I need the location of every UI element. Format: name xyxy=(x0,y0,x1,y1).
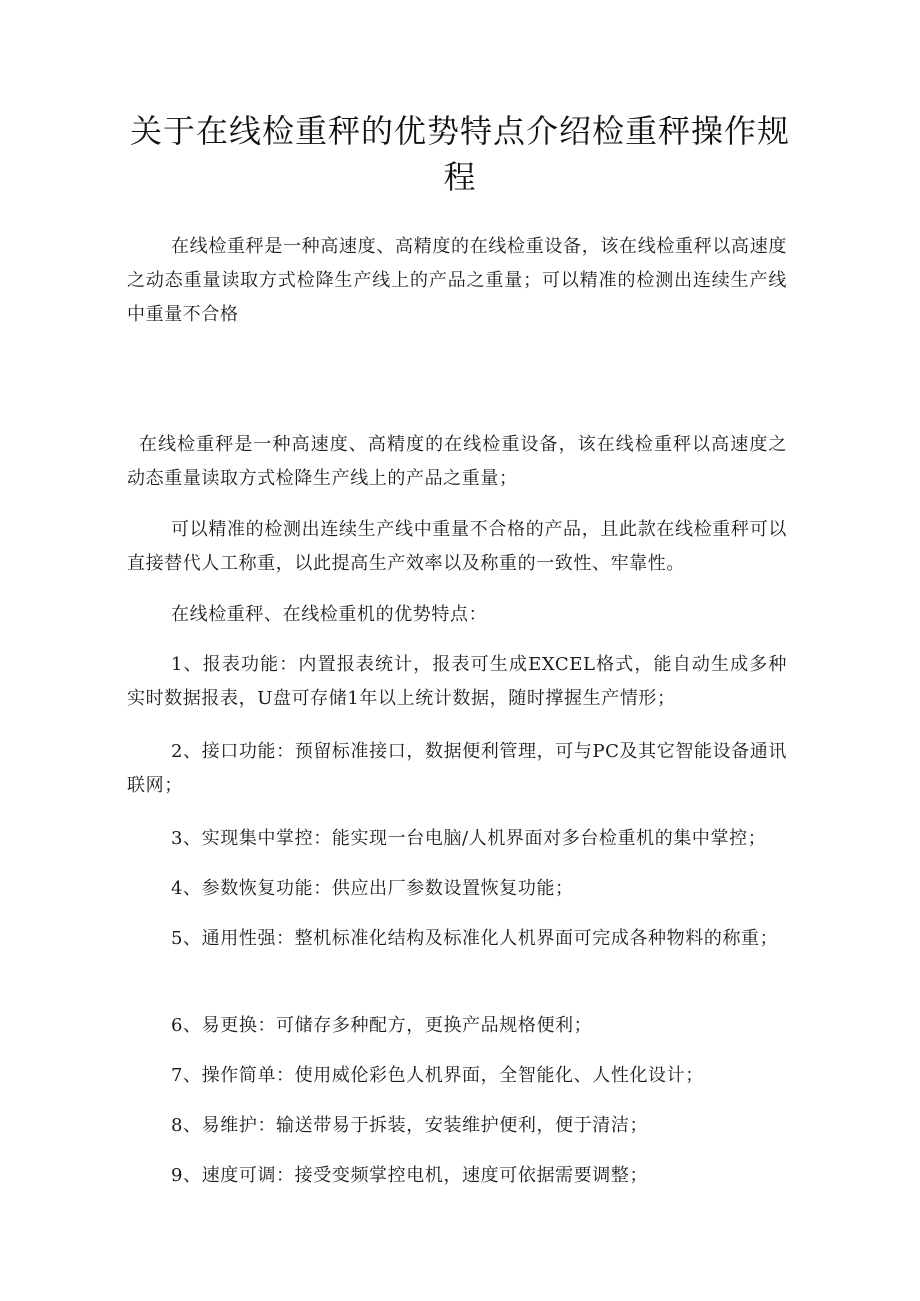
feature-item-2: 2、接口功能：预留标准接口，数据便利管理，可与PC及其它智能设备通讯联网； xyxy=(127,741,787,796)
paragraph-3: 在线检重秤、在线检重机的优势特点： xyxy=(171,604,488,625)
feature-item-1: 1、报表功能：内置报表统计，报表可生成EXCEL格式，能自动生成多种实时数据报表，U盘可存储1年以上统计数据，随时撑握生产情形； xyxy=(127,654,787,709)
feature-item-6: 6、易更换：可储存多种配方，更换产品规格便利； xyxy=(171,1015,593,1036)
feature-item-8: 8、易维护：输送带易于拆装，安装维护便利，便于清洁； xyxy=(171,1115,649,1136)
paragraph-1: 在线检重秤是一种高速度、高精度的在线检重设备，该在线检重秤以高速度之动态重量读取方式检降生产线上的产品之重量； xyxy=(127,434,787,489)
intro-paragraph: 在线检重秤是一种高速度、高精度的在线检重设备，该在线检重秤以高速度之动态重量读取方式检降生产线上的产品之重量；可以精准的检测出连续生产线中重量不合格 xyxy=(127,236,787,325)
document-title: 关于在线检重秤的优势特点介绍检重秤操作规程 xyxy=(129,112,790,196)
feature-item-3: 3、实现集中掌控：能实现一台电脑/人机界面对多台检重机的集中掌控； xyxy=(171,828,767,849)
feature-item-4: 4、参数恢复功能：供应出厂参数设置恢复功能； xyxy=(171,878,574,899)
feature-item-9: 9、速度可调：接受变频掌控电机，速度可依据需要调整； xyxy=(171,1165,649,1186)
paragraph-2: 可以精准的检测出连续生产线中重量不合格的产品，且此款在线检重秤可以直接替代人工称重，以此提高生产效率以及称重的一致性、牢靠性。 xyxy=(127,519,787,574)
feature-item-5: 5、通用性强：整机标准化结构及标准化人机界面可完成各种物料的称重； xyxy=(171,928,779,949)
feature-item-7: 7、操作简单：使用威伦彩色人机界面，全智能化、人性化设计； xyxy=(171,1065,704,1086)
